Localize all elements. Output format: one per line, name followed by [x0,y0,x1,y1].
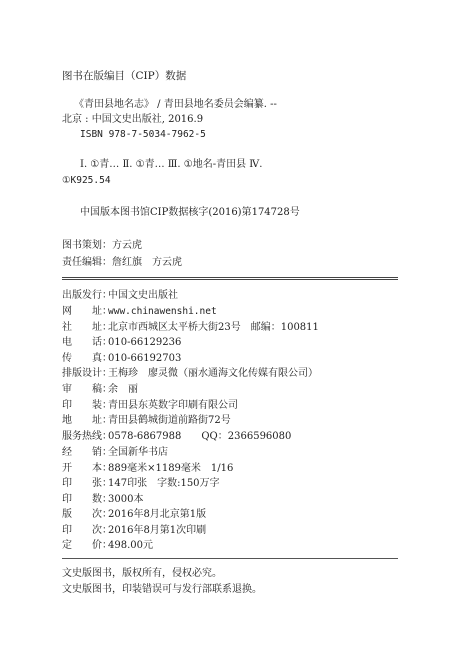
colophon-value: 498.00元 [108,540,153,551]
colophon-value: 010-66129236 [108,337,182,348]
divider-top [62,277,398,278]
colophon-label: 印 装： [62,400,112,411]
editor-row [62,257,182,269]
colophon-row [62,306,217,318]
colophon-value: 0578-6867988 QQ：2366596080 [108,431,292,442]
colophon-row [62,290,178,302]
colophon-label: 印 张： [62,478,112,489]
editor-label: 责任编辑： [62,257,112,268]
colophon-label: 社 址： [62,322,112,333]
editor-value: 方云虎 [112,240,142,251]
colophon-label: 传 真： [62,353,112,364]
cip-imprint-line: 北京 : 中国文史出版社, 2016.9 [62,114,204,125]
colophon-value: 青田县鹤城街道前路街72号 [108,415,231,426]
colophon-label: 地 址： [62,415,112,426]
colophon-row [62,494,143,506]
cip-number: 中国版本图书馆CIP数据核字(2016)第174728号 [80,207,300,218]
colophon-label: 电 话： [62,337,112,348]
colophon-value: 889毫米×1189毫米 1/16 [108,463,234,474]
colophon-value: 青田县东英数字印刷有限公司 [108,400,238,411]
cip-class-line: ①K925.54 [62,175,111,186]
editor-label: 图书策划： [62,240,112,251]
colophon-label: 服务热线： [62,431,112,442]
colophon-value: www.chinawenshi.net [108,306,217,317]
footer-copyright: 文史版图书，版权所有，侵权必究。 [62,568,222,579]
colophon-label: 审 稿： [62,384,112,395]
colophon-label: 印 数： [62,494,112,505]
colophon-label: 版 次： [62,509,112,520]
colophon-value: 010-66192703 [108,353,182,364]
colophon-label: 定 价： [62,540,112,551]
colophon-value: 王梅珍 廖灵微（丽水通海文化传媒有限公司） [108,368,318,379]
colophon-value: 北京市西城区太平桥大街23号 邮编：100811 [108,322,319,333]
colophon-row [62,509,206,521]
colophon-row [62,540,153,552]
colophon-value: 中国文史出版社 [108,290,178,301]
colophon-row [62,368,318,380]
colophon-label: 排版设计： [62,368,112,379]
colophon-label: 经 销： [62,447,112,458]
colophon-value: 全国新华书店 [108,447,168,458]
cip-heading: 图书在版编目（CIP）数据 [62,70,187,82]
footer-returns: 文史版图书，印装错误可与发行部联系退换。 [62,584,262,595]
colophon-value: 147印张 字数:150万字 [108,478,220,489]
colophon-value: 余 丽 [108,384,138,395]
cip-isbn-line: ISBN 978-7-5034-7962-5 [80,129,206,140]
colophon-label: 印 次： [62,525,112,536]
colophon-value: 2016年8月北京第1版 [108,509,207,520]
colophon-row [62,384,138,396]
colophon-label: 网 址： [62,306,112,317]
colophon-row [62,337,181,349]
cip-subject-line: Ⅰ. ①青… Ⅱ. ①青… Ⅲ. ①地名-青田县 Ⅳ. [80,159,263,170]
colophon-row [62,447,168,459]
colophon-row [62,400,238,412]
colophon-value: 3000本 [108,494,144,505]
colophon-row [62,322,319,334]
colophon-value: 2016年8月第1次印刷 [108,525,207,536]
colophon-label: 出版发行： [62,290,112,301]
cip-title-line: 《青田县地名志》 / 青田县地名委员会编纂. -- [74,99,277,110]
colophon-row [62,478,220,490]
colophon-label: 开 本： [62,463,112,474]
colophon-row [62,415,231,427]
editor-value: 詹红旗 方云虎 [112,257,182,268]
editor-row [62,240,142,252]
divider-bottom [62,558,398,559]
colophon-row [62,353,181,365]
colophon-row [62,431,291,443]
colophon-row [62,525,206,537]
colophon-row [62,463,233,475]
